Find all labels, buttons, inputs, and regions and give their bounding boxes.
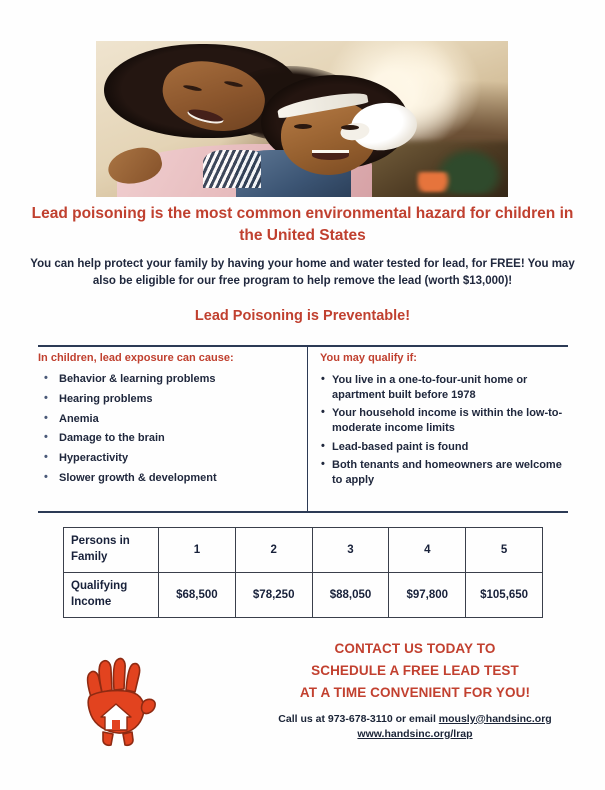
hero-photo-image (96, 41, 508, 197)
handprint-house-logo-icon (68, 648, 172, 752)
hero-photo (96, 41, 508, 197)
list-item: • Behavior & learning problems (38, 373, 296, 387)
website-link[interactable]: www.handsinc.org/lrap (357, 727, 473, 740)
contact-block (235, 638, 595, 740)
website-line (235, 728, 595, 740)
contact-line-2: SCHEDULE A FREE LEAD TEST (311, 662, 519, 678)
call-line (235, 713, 595, 725)
list-item: • Both tenants and homeowners are welcome to apply (320, 458, 572, 487)
effects-list (38, 373, 296, 486)
section-divider-vertical (307, 347, 308, 512)
list-item: • You live in a one-to-four-unit home or apartment built before 1978 (320, 373, 572, 402)
list-item: • Lead-based paint is found (320, 440, 572, 455)
list-item: • Damage to the brain (38, 432, 296, 446)
table-cell: $88,050 (312, 573, 389, 618)
page-headline: Lead poisoning is the most common environmental hazard for children in the United States (31, 205, 574, 244)
table-cell: $105,650 (466, 573, 543, 618)
table-cell: 3 (312, 528, 389, 573)
section-divider-bottom (38, 511, 568, 513)
child-striped-sleeve (203, 150, 261, 187)
eligibility-column (320, 352, 572, 491)
section-divider-top (38, 345, 568, 347)
table-cell: 4 (389, 528, 466, 573)
intro-paragraph: You can help protect your family by having your home and water tested for lead, for FREE! You may also be eligible for our free program to help remove the lead (worth $13,000)! (30, 258, 575, 288)
row-header-income: Qualifying Income (64, 573, 159, 618)
qualifying-income-table (63, 527, 543, 618)
preventable-tagline: Lead Poisoning is Preventable! (194, 308, 411, 324)
list-item: • Anemia (38, 413, 296, 427)
table-cell: $78,250 (235, 573, 312, 618)
table-cell: 5 (466, 528, 543, 573)
eligibility-list (320, 373, 572, 487)
table-cell: $97,800 (389, 573, 466, 618)
table-cell: 2 (235, 528, 312, 573)
list-item: • Hearing problems (38, 393, 296, 407)
table-cell: $68,500 (159, 573, 236, 618)
effects-column-title: In children, lead exposure can cause: (38, 352, 234, 364)
table-row (64, 528, 543, 573)
call-prefix-text: Call us at 973-678-3110 or email (278, 712, 439, 725)
list-item: • Hyperactivity (38, 452, 296, 466)
table-cell: 1 (159, 528, 236, 573)
contact-line-3: AT A TIME CONVENIENT FOR YOU! (299, 684, 531, 700)
child-smile (312, 150, 349, 159)
eligibility-column-title: You may qualify if: (320, 352, 417, 364)
effects-column (38, 352, 296, 492)
table-row (64, 573, 543, 618)
list-item: • Your household income is within the low-to-moderate income limits (320, 406, 572, 435)
contact-line-1: CONTACT US TODAY TO (334, 641, 496, 656)
email-link[interactable]: mously@handsinc.org (438, 712, 552, 725)
list-item: • Slower growth & development (38, 472, 296, 486)
row-header-persons: Persons in Family (64, 528, 159, 573)
photo-background-fruit (417, 172, 454, 192)
child-eye-left (294, 124, 312, 129)
